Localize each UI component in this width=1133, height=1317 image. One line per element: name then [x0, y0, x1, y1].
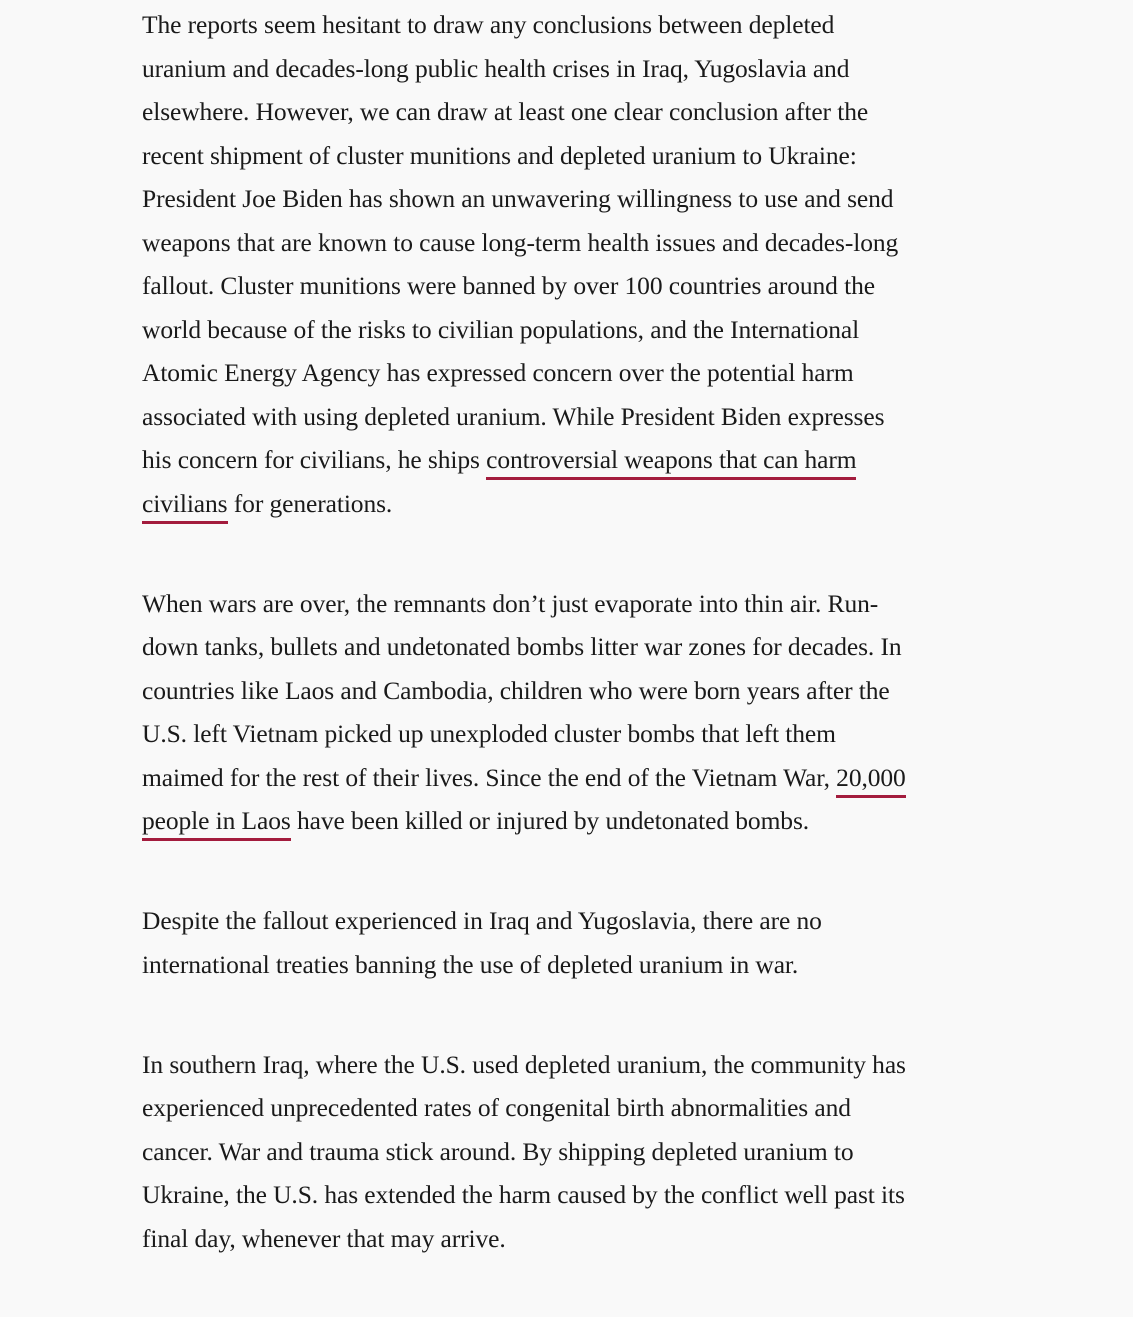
- text-segment: final day, whenever that may arrive.: [142, 1223, 506, 1253]
- text-line: [142, 799, 1002, 843]
- text-segment: down tanks, bullets and undetonated bombs litter war zones for decades. In: [142, 632, 902, 661]
- article-paragraph: [142, 582, 1002, 843]
- text-line: [142, 3, 1002, 47]
- article-paragraph: [142, 1043, 1002, 1261]
- text-segment: elsewhere. However, we can draw at least one clear conclusion after the: [142, 97, 869, 126]
- text-segment: Atomic Energy Agency has expressed concern over the potential harm: [142, 358, 854, 387]
- text-line: [142, 899, 1002, 943]
- text-segment: cancer. War and trauma stick around. By shipping depleted uranium to: [142, 1136, 854, 1166]
- text-segment: recent shipment of cluster munitions and depleted uranium to Ukraine:: [142, 140, 857, 170]
- text-segment: When wars are over, the remnants don’t just evaporate into thin air. Run-: [142, 588, 879, 618]
- text-line: [142, 134, 1002, 178]
- text-line: [142, 308, 1002, 352]
- text-segment: Despite the fallout experienced in Iraq and Yugoslavia, there are no: [142, 906, 822, 935]
- text-segment: U.S. left Vietnam picked up unexploded cluster bombs that left them: [142, 719, 836, 748]
- text-segment: uranium and decades-long public health crises in Iraq, Yugoslavia and: [142, 53, 850, 83]
- text-line: [142, 395, 1002, 439]
- text-line: [142, 264, 1002, 308]
- text-line: [142, 351, 1002, 395]
- text-segment: Ukraine, the U.S. has extended the harm caused by the conflict well past its: [142, 1180, 905, 1209]
- article-body: [142, 3, 1002, 1317]
- text-segment: President Joe Biden has shown an unwavering willingness to use and send: [142, 184, 894, 213]
- text-segment: associated with using depleted uranium. While President Biden expresses: [142, 401, 885, 431]
- text-line: [142, 1043, 1002, 1087]
- text-segment: experienced unprecedented rates of congenital birth abnormalities and: [142, 1093, 851, 1122]
- inline-link[interactable]: controversial weapons that can harm: [486, 445, 856, 480]
- text-segment: countries like Laos and Cambodia, children who were born years after the: [142, 675, 890, 705]
- text-line: [142, 1217, 1002, 1261]
- text-line: [142, 177, 1002, 221]
- text-segment: In southern Iraq, where the U.S. used depleted uranium, the community has: [142, 1049, 906, 1079]
- article-paragraph: [142, 899, 1002, 986]
- text-line: [142, 438, 1002, 482]
- text-segment: The reports seem hesitant to draw any conclusions between depleted: [142, 10, 835, 39]
- inline-link[interactable]: people in Laos: [142, 806, 291, 841]
- text-segment: his concern for civilians, he ships: [142, 445, 487, 474]
- inline-link[interactable]: 20,000: [836, 763, 906, 798]
- text-line: [142, 482, 1002, 526]
- text-line: [142, 1086, 1002, 1130]
- text-line: [142, 221, 1002, 265]
- article-paragraph: [142, 3, 1002, 525]
- text-line: [142, 1130, 1002, 1174]
- text-line: [142, 1173, 1002, 1217]
- text-line: [142, 47, 1002, 91]
- text-line: [142, 669, 1002, 713]
- inline-link[interactable]: civilians: [142, 489, 228, 524]
- text-line: [142, 943, 1002, 987]
- text-segment: weapons that are known to cause long-term health issues and decades-long: [142, 227, 899, 257]
- text-segment: maimed for the rest of their lives. Since the end of the Vietnam War,: [142, 762, 837, 792]
- text-line: [142, 625, 1002, 669]
- text-line: [142, 582, 1002, 626]
- text-line: [142, 756, 1002, 800]
- text-segment: for generations.: [227, 488, 393, 518]
- text-segment: fallout. Cluster munitions were banned by over 100 countries around the: [142, 271, 875, 300]
- text-segment: have been killed or injured by undetonated bombs.: [290, 806, 810, 835]
- text-segment: world because of the risks to civilian populations, and the International: [142, 314, 860, 344]
- text-line: [142, 712, 1002, 756]
- text-line: [142, 90, 1002, 134]
- text-segment: international treaties banning the use of depleted uranium in war.: [142, 949, 799, 979]
